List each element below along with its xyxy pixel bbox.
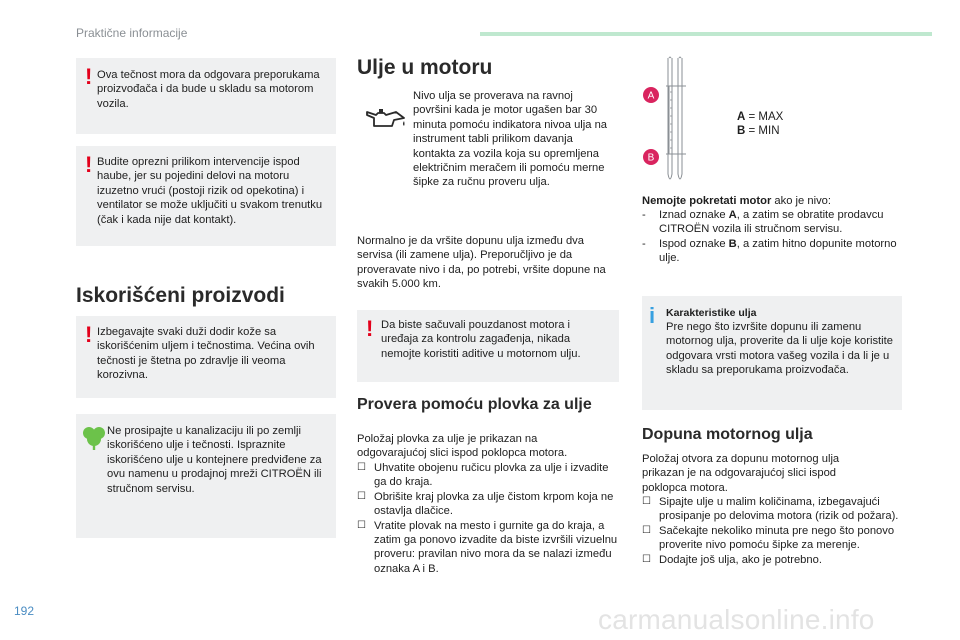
warning-text: Izbegavajte svaki duži dodir kože sa iskorišćenim uljem i tečnostima. Većina ovih tečnosti je štetna po zdravlje ili veoma korozivna. [97, 326, 315, 382]
warning-icon: ! [85, 322, 93, 347]
warning-icon: ! [366, 316, 374, 341]
info-icon: i [649, 303, 656, 328]
checkbox-icon: ☐ [642, 553, 651, 565]
section-heading-engine-oil: Ulje u motoru [357, 56, 493, 79]
checkbox-icon: ☐ [357, 519, 366, 531]
do-not-start-note: Nemojte pokretati motor ako je nivo: [642, 195, 831, 207]
legend-min: B = MIN [737, 125, 780, 137]
topup-steps [642, 495, 904, 567]
warning-box-skin [76, 316, 336, 398]
warning-text: Ova tečnost mora da odgovara preporukama proizvođača i da bude u skladu sa motorom vozila. [97, 69, 320, 110]
checkbox-icon: ☐ [357, 490, 366, 502]
list-item: ☐ Dodajte još ulja, ako je potrebno. [642, 553, 822, 566]
list-item: - Iznad oznake A, a zatim se obratite prodavcu CITROËN vozila ili stručnom servisu. [642, 209, 884, 236]
eco-box [76, 414, 336, 538]
list-item: - Ispod oznake B, a zatim hitno dopunite motorno ulje. [642, 237, 897, 265]
warning-box-fluid [76, 58, 336, 134]
oil-topup-text: Normalno je da vršite dopunu ulja između dva servisa (ili zamene ulja). Preporučljivo je da proveravate nivo i da, po potrebi, vršite dopune na svakih 5.000 km. [357, 235, 606, 291]
topup-intro-text: Položaj otvora za dopunu motornog ulja prikazan je na odgovarajućoj slici ispod poklopca motora. [642, 453, 840, 494]
watermark: carmanualsonline.info [598, 604, 875, 635]
oil-can-icon [364, 106, 406, 130]
warning-icon: ! [85, 152, 93, 177]
leaf-icon [82, 424, 106, 450]
warning-box-additives [357, 310, 619, 382]
list-item: ☐ Uhvatite obojenu ručicu plovka za ulje i izvadite ga do kraja. [357, 462, 609, 489]
warning-text: Budite oprezni prilikom intervencije ispod haube, jer su pojedini delovi na motoru izuzetno vrući (postoji rizik od opekotina) i ventilator se može uključiti u svakom trenutku (čak i kada nije dat kontakt). [97, 156, 323, 226]
running-header: Praktične informacije [76, 26, 188, 40]
subheading-oil-topup: Dopuna motornog ulja [642, 426, 813, 443]
warning-icon: ! [85, 64, 93, 89]
list-item: ☐ Obrišite kraj plovka za ulje čistom krpom koja ne ostavlja dlačice. [357, 490, 614, 518]
legend-max: A = MAX [737, 111, 784, 123]
eco-text: Ne prosipajte u kanalizaciju ili po zemlji iskorišćeno ulje i tečnosti. Ispraznite iskorišćeno ulje u kontejnere predviđene za ovu namenu u prodajnoj mreži CITROËN ili stručnom servisu. [107, 425, 322, 495]
page-number: 192 [14, 604, 35, 618]
section-heading-used-products: Iskorišćeni proizvodi [76, 284, 285, 307]
checkbox-icon: ☐ [357, 462, 366, 473]
list-item: ☐ Sačekajte nekoliko minuta pre nego što ponovo proverite nivo pomoću šipke za merenje. [642, 524, 895, 552]
marker-a-label: A [647, 90, 655, 102]
subheading-dipstick-check: Provera pomoću plovka za ulje [357, 396, 592, 413]
dipstick-steps [357, 461, 619, 576]
header-rule [480, 32, 932, 36]
info-text: Pre nego što izvršite dopunu ili zamenu motornog ulja, proverite da li ulje koje koristite odgovara vrsti motora vašeg vozila i da li je u skladu sa preporukama proizvođača. [666, 321, 893, 377]
checkbox-icon: ☐ [642, 524, 651, 536]
warning-text: Da biste sačuvali pouzdanost motora i uređaja za kontrolu zagađenja, nikada nemojte koristiti aditive u motornom ulju. [381, 319, 581, 360]
info-title: Karakteristike ulja [666, 307, 757, 319]
warning-box-heat [76, 146, 336, 246]
marker-b-label: B [647, 152, 655, 164]
oil-intro-text: Nivo ulja se proverava na ravnoj površini kada je motor ugašen bar 30 minuta pomoću indikatora nivoa ulja na instrument tabli prilikom davanja kontakta za vozila koja su opremljena električnim meračem ili pomoću merne šipke za ručnu proveru ulja. [413, 90, 608, 189]
info-box-oil-spec [642, 296, 902, 410]
dipstick-intro-text: Položaj plovka za ulje je prikazan na odgovarajućoj slici ispod poklopca motora. [357, 433, 568, 460]
list-item: ☐ Sipajte ulje u malim količinama, izbegavajući prosipanje po delovima motora (rizik od požara). [642, 496, 899, 523]
checkbox-icon: ☐ [642, 496, 651, 507]
level-conditions [642, 208, 904, 266]
dipstick-illustration [642, 56, 702, 186]
list-item: ☐ Vratite plovak na mesto i gurnite ga do kraja, a zatim ga ponovo izvadite da biste izvršili vizuelnu proveru: pravilan nivo mora da se nalazi između oznaka A i B. [357, 519, 618, 575]
